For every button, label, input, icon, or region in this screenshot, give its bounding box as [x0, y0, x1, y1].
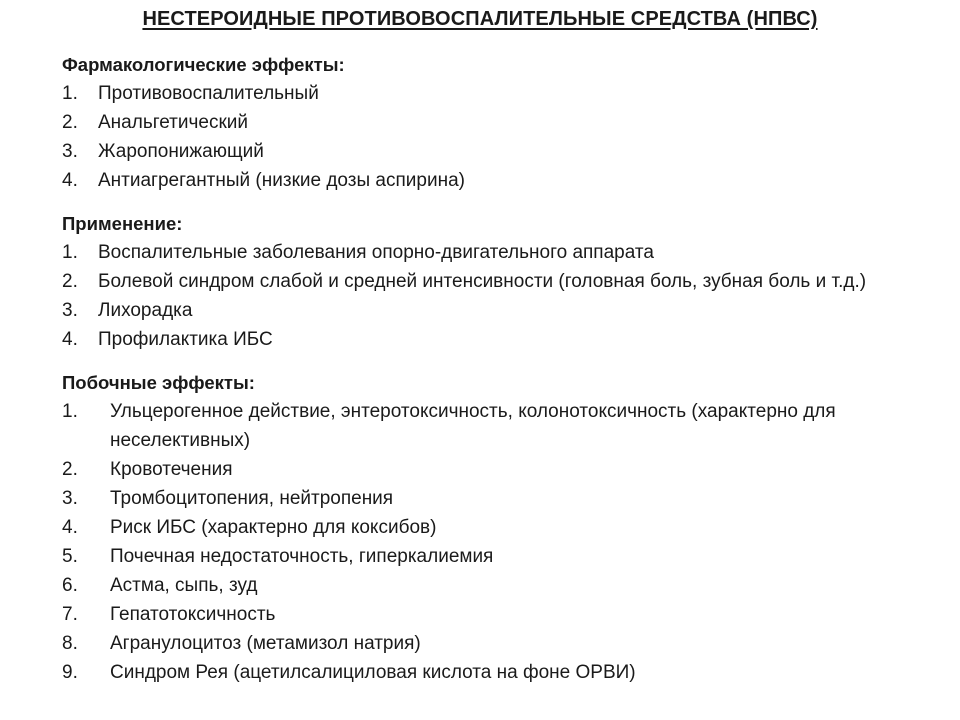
item-number: 5. [62, 546, 78, 567]
section-pharmacological-effects [62, 50, 922, 195]
item-number: 4. [62, 329, 78, 350]
section-heading: Применение: [62, 213, 183, 234]
item-text: Тромбоцитопения, нейтропения [110, 488, 394, 509]
item-number: 7. [62, 604, 78, 625]
item-text: Синдром Рея (ацетилсалициловая кислота на фоне ОРВИ) [110, 662, 636, 683]
page-title: НЕСТЕРОИДНЫЕ ПРОТИВОВОСПАЛИТЕЛЬНЫЕ СРЕДСТВА (НПВС) [142, 8, 818, 30]
section-heading: Побочные эффекты: [62, 372, 255, 393]
item-text: Лихорадка [98, 300, 193, 321]
list-item [62, 484, 922, 513]
item-number: 9. [62, 662, 78, 683]
item-number: 1. [62, 401, 78, 422]
list-item [62, 397, 922, 455]
list-item [62, 79, 922, 108]
item-number: 3. [62, 488, 78, 509]
list-item [62, 166, 922, 195]
item-number: 3. [62, 141, 78, 162]
item-number: 1. [62, 83, 78, 104]
item-text: Астма, сыпь, зуд [110, 575, 258, 596]
item-number: 1. [62, 242, 78, 263]
item-text: Агранулоцитоз (метамизол натрия) [110, 633, 421, 654]
list-item [62, 658, 922, 687]
list-item [62, 137, 922, 166]
item-text: Антиагрегантный (низкие дозы аспирина) [98, 170, 465, 191]
item-number: 4. [62, 517, 78, 538]
item-text: Болевой синдром слабой и средней интенсивности (головная боль, зубная боль и т.д.) [98, 271, 867, 292]
list-item [62, 513, 922, 542]
item-text: Риск ИБС (характерно для коксибов) [110, 517, 437, 538]
list-item [62, 629, 922, 658]
item-number: 2. [62, 271, 78, 292]
list-item [62, 571, 922, 600]
application-list [62, 238, 922, 354]
item-text: Ульцерогенное действие, энтеротоксичность, колонотоксичность (характерно для неселективных) [110, 401, 836, 451]
list-item [62, 600, 922, 629]
item-number: 3. [62, 300, 78, 321]
section-heading: Фармакологические эффекты: [62, 54, 345, 75]
item-text: Профилактика ИБС [98, 329, 273, 350]
list-item [62, 267, 922, 296]
list-item [62, 455, 922, 484]
item-number: 2. [62, 112, 78, 133]
item-text: Воспалительные заболевания опорно-двигательного аппарата [98, 242, 654, 263]
item-number: 6. [62, 575, 78, 596]
item-number: 2. [62, 459, 78, 480]
item-number: 4. [62, 170, 78, 191]
list-item [62, 296, 922, 325]
list-item [62, 542, 922, 571]
item-text: Кровотечения [110, 459, 233, 480]
slide-content [62, 50, 922, 687]
item-number: 8. [62, 633, 78, 654]
list-item [62, 238, 922, 267]
side-effects-list [62, 397, 922, 687]
item-text: Почечная недостаточность, гиперкалиемия [110, 546, 494, 567]
item-text: Гепатотоксичность [110, 604, 276, 625]
effects-list [62, 79, 922, 195]
list-item [62, 325, 922, 354]
item-text: Жаропонижающий [98, 141, 264, 162]
section-application [62, 209, 922, 354]
item-text: Противовоспалительный [98, 83, 319, 104]
section-side-effects [62, 368, 922, 687]
item-text: Анальгетический [98, 112, 248, 133]
list-item [62, 108, 922, 137]
